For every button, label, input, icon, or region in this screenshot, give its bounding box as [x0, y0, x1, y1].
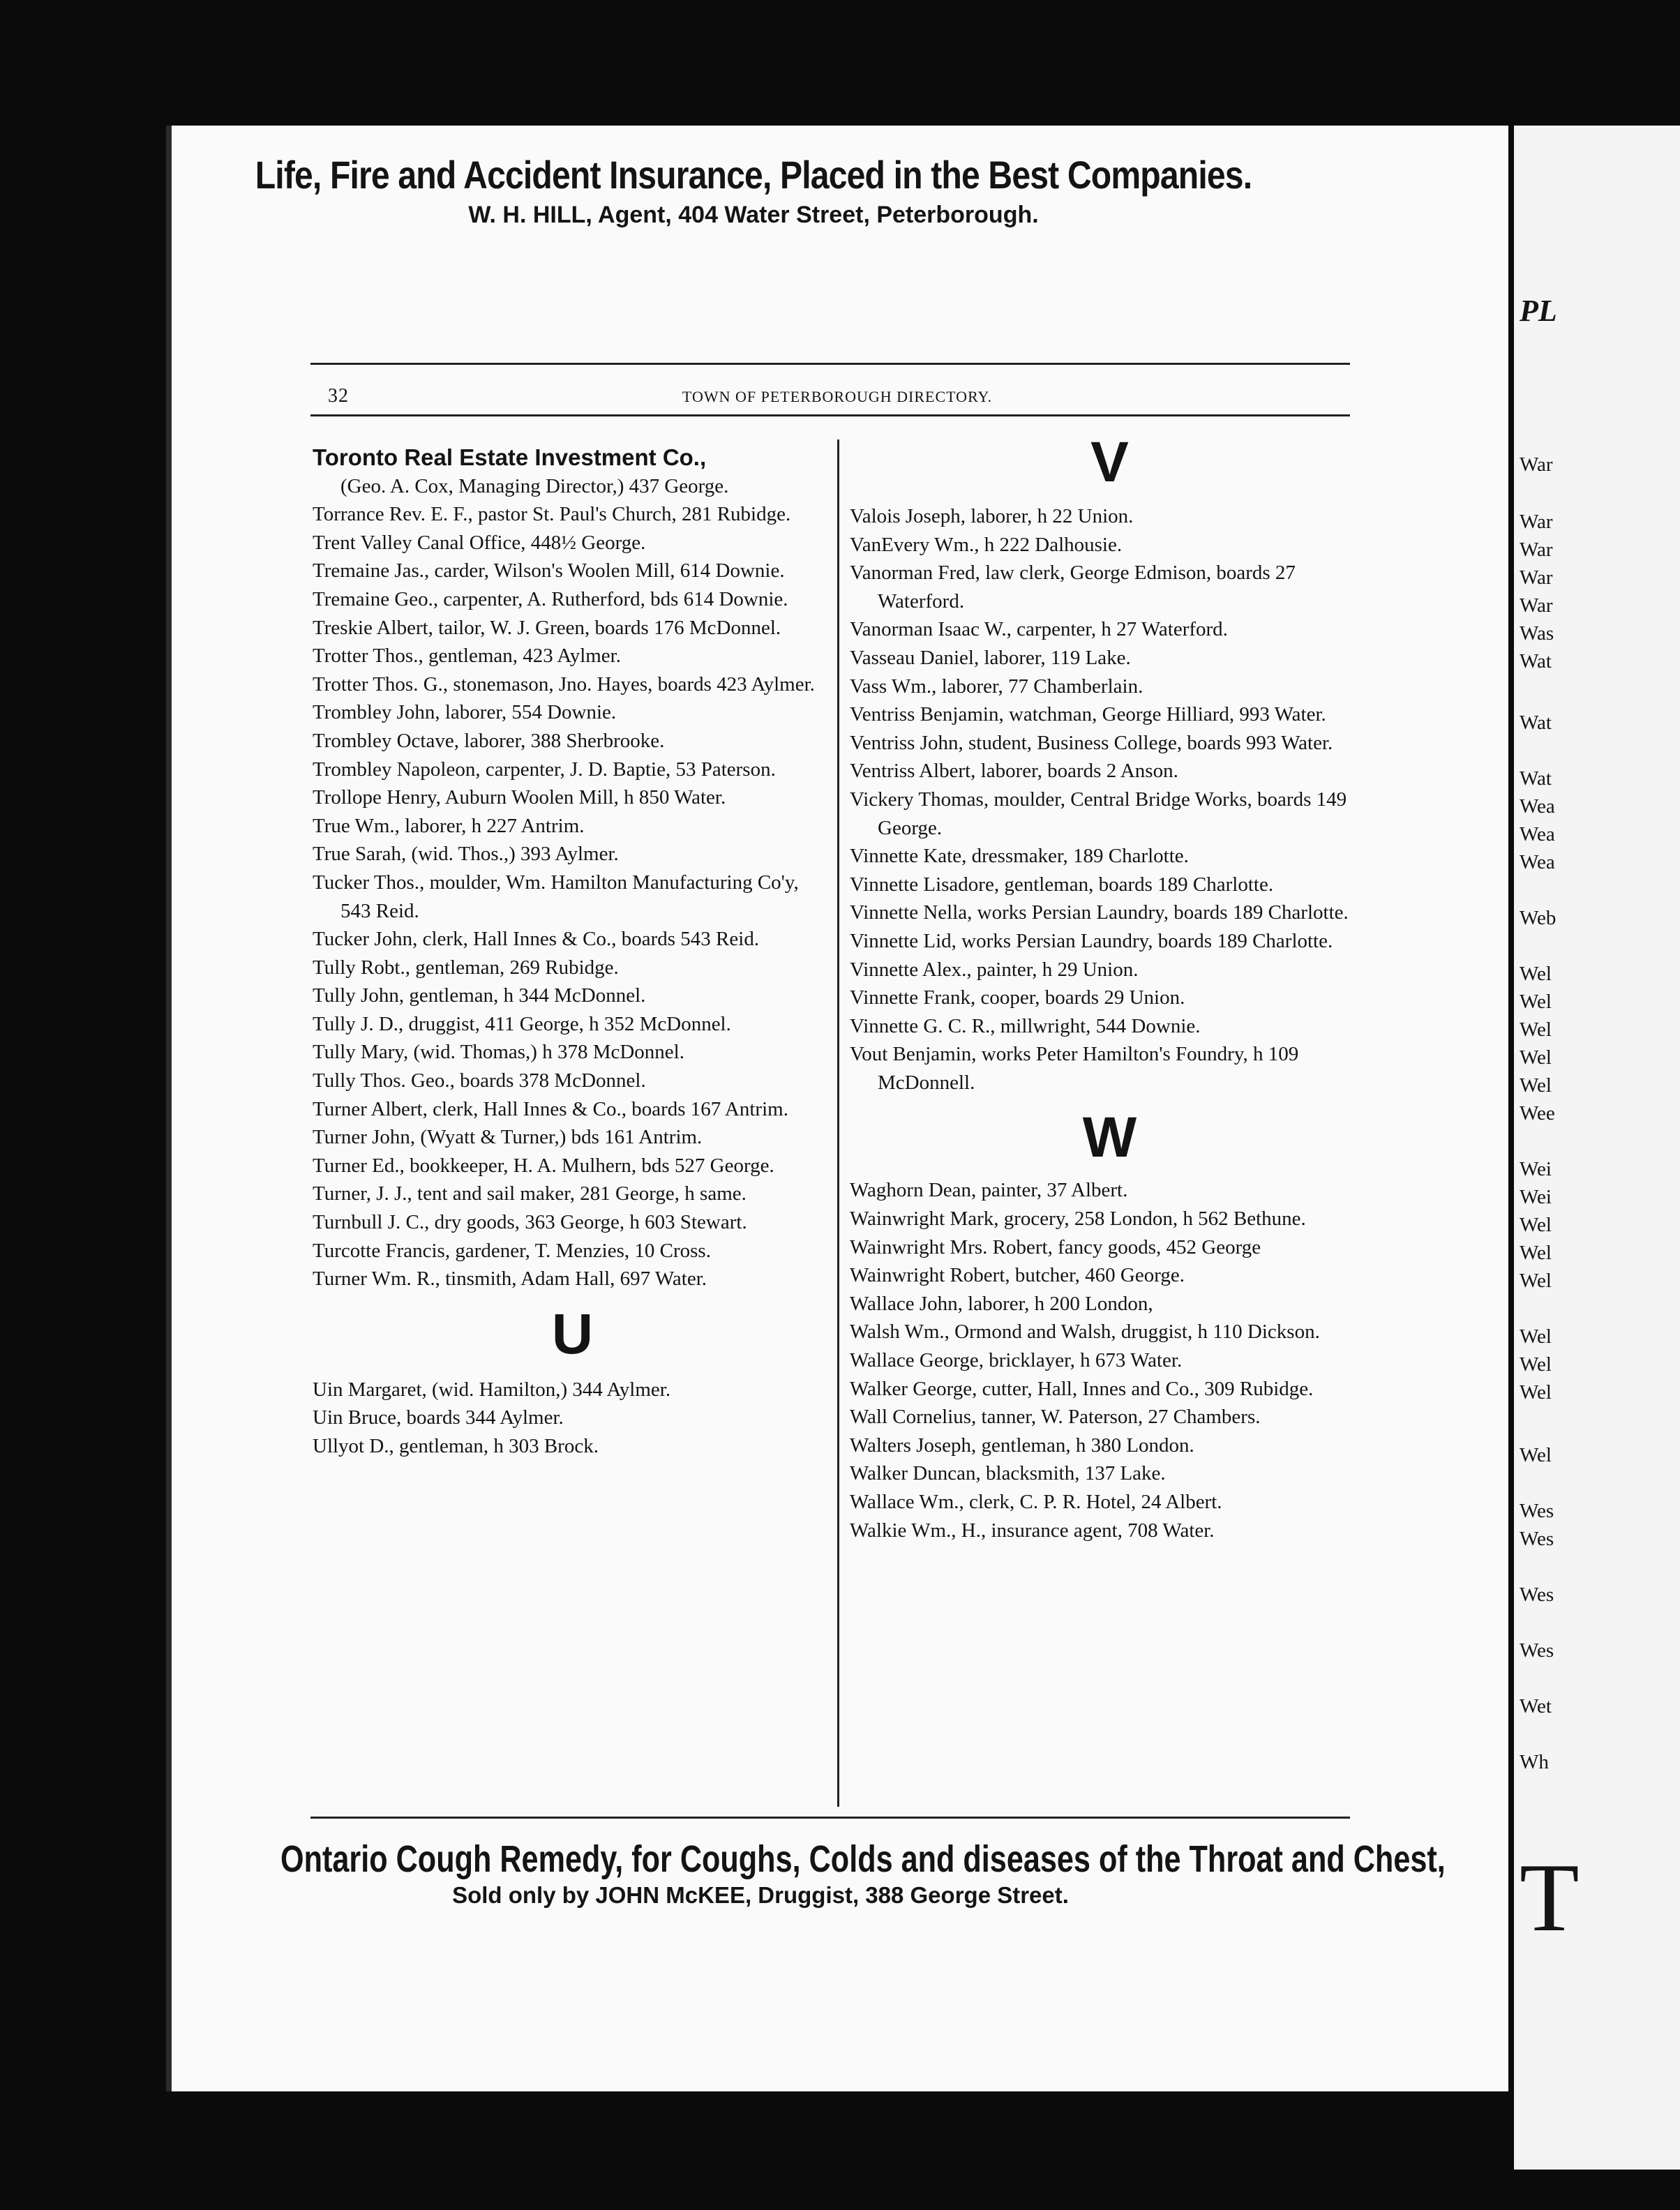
next-page-entry-fragment: Wes [1520, 1528, 1554, 1550]
directory-entry: Ullyot D., gentleman, h 303 Brock. [313, 1435, 599, 1457]
next-page-entry-fragment: Wel [1520, 1444, 1552, 1466]
directory-entry: Trombley John, laborer, 554 Downie. [313, 701, 617, 724]
directory-entry: Tully John, gentleman, h 344 McDonnel. [313, 984, 646, 1007]
t-entries [313, 444, 832, 1293]
directory-entry: Uin Margaret, (wid. Hamilton,) 344 Aylmer. [313, 1378, 671, 1401]
next-page-entry-fragment: War [1520, 566, 1553, 589]
next-page-entry-fragment: Wei [1520, 1186, 1552, 1208]
directory-entry: True Wm., laborer, h 227 Antrim. [313, 814, 585, 837]
w-entries [850, 1176, 1370, 1544]
next-page-entry-fragment: Wh [1520, 1751, 1549, 1773]
v-entries [850, 502, 1370, 1097]
next-page-entry-fragment: Wat [1520, 650, 1552, 672]
directory-entry: Vanorman Fred, law clerk, George Edmison, boards 27 Waterford. [850, 562, 1296, 612]
directory-entry: Vinnette Lid, works Persian Laundry, boards 189 Charlotte. [850, 929, 1333, 952]
right-column [850, 430, 1370, 1544]
next-page-entry-fragment: Was [1520, 622, 1554, 645]
directory-entry: Turcotte Francis, gardener, T. Menzies, 10 Cross. [313, 1239, 711, 1262]
directory-entry: Vinnette Kate, dressmaker, 189 Charlotte. [850, 845, 1189, 868]
directory-entry: Vinnette Alex., painter, h 29 Union. [850, 958, 1139, 981]
next-page-entry-fragment: Wes [1520, 1639, 1554, 1662]
page-number: 32 [328, 385, 349, 407]
next-page-entry-fragment: Wea [1520, 795, 1555, 818]
next-page-entry-fragment: Wel [1520, 1018, 1552, 1041]
directory-entry: Tremaine Geo., carpenter, A. Rutherford, bds 614 Downie. [313, 587, 788, 610]
directory-entry: Wallace John, laborer, h 200 London, [850, 1292, 1153, 1315]
directory-entry: Wainwright Mrs. Robert, fancy goods, 452 George [850, 1235, 1261, 1258]
top-ad-rule [310, 363, 1350, 365]
next-page-entry-fragment: Wee [1520, 1102, 1555, 1125]
directory-entry: Vickery Thomas, moulder, Central Bridge Works, boards 149 George. [850, 788, 1347, 839]
directory-entry: True Sarah, (wid. Thos.,) 393 Aylmer. [313, 843, 619, 866]
directory-entry: Wainwright Robert, butcher, 460 George. [850, 1264, 1185, 1287]
directory-entry: Turner John, (Wyatt & Turner,) bds 161 Antrim. [313, 1126, 703, 1149]
cough-remedy-advertisement [160, 1837, 1446, 1909]
insurance-advertisement [147, 152, 1360, 229]
directory-entry: Walters Joseph, gentleman, h 380 London. [850, 1434, 1194, 1457]
directory-entry: Treskie Albert, tailor, W. J. Green, boards 176 McDonnel. [313, 616, 781, 639]
directory-entry: Vasseau Daniel, laborer, 119 Lake. [850, 646, 1131, 669]
column-divider [837, 439, 839, 1807]
directory-entry: Tully Robt., gentleman, 269 Rubidge. [313, 956, 619, 979]
letter-u-heading: U [551, 1302, 594, 1366]
next-page-entry-fragment: Wel [1520, 1242, 1552, 1264]
directory-entry: Vout Benjamin, works Peter Hamilton's Foundry, h 109 McDonnell. [850, 1043, 1299, 1094]
directory-entry: Walker Duncan, blacksmith, 137 Lake. [850, 1462, 1166, 1485]
directory-entry: Trombley Octave, laborer, 388 Sherbrooke. [313, 729, 665, 752]
letter-v-heading: V [1090, 430, 1129, 494]
next-page-entry-fragment: Wel [1520, 1074, 1552, 1097]
directory-entry: Vinnette Frank, cooper, boards 29 Union. [850, 986, 1185, 1009]
left-column [313, 444, 832, 1461]
next-page-entry-fragment: Wel [1520, 991, 1552, 1013]
directory-entry: Tully Mary, (wid. Thomas,) h 378 McDonnel. [313, 1041, 684, 1064]
cough-ad-seller: Sold only by JOHN McKEE, Druggist, 388 George Street. [452, 1882, 1069, 1908]
directory-entry: Waghorn Dean, painter, 37 Albert. [850, 1179, 1128, 1202]
directory-entry: Wallace George, bricklayer, h 673 Water. [850, 1349, 1183, 1372]
directory-entry: Turner Ed., bookkeeper, H. A. Mulhern, bds 527 George. [313, 1154, 774, 1177]
insurance-ad-agent: W. H. HILL, Agent, 404 Water Street, Peterborough. [468, 202, 1039, 228]
directory-entry: Walker George, cutter, Hall, Innes and Co., 309 Rubidge. [850, 1377, 1314, 1400]
directory-entry: Tully Thos. Geo., boards 378 McDonnel. [313, 1069, 646, 1092]
next-page-entry-fragment: Wel [1520, 963, 1552, 985]
directory-entry: Torrance Rev. E. F., pastor St. Paul's Church, 281 Rubidge. [313, 503, 791, 526]
directory-entry: Uin Bruce, boards 344 Aylmer. [313, 1406, 564, 1429]
directory-entry: Trombley Napoleon, carpenter, J. D. Baptie, 53 Paterson. [313, 758, 776, 781]
directory-entry: Trotter Thos. G., stonemason, Jno. Hayes, boards 423 Aylmer. [313, 672, 815, 696]
directory-entry: Wainwright Mark, grocery, 258 London, h 562 Bethune. [850, 1208, 1306, 1231]
next-page-entry-fragment: Wet [1520, 1695, 1552, 1717]
directory-entry: Turner Wm. R., tinsmith, Adam Hall, 697 Water. [313, 1268, 707, 1291]
directory-entry: Vanorman Isaac W., carpenter, h 27 Waterford. [850, 618, 1228, 641]
u-entries [313, 1376, 832, 1461]
directory-entry: Tucker John, clerk, Hall Innes & Co., boards 543 Reid. [313, 928, 760, 951]
next-page-entry-fragment: Wel [1520, 1353, 1552, 1376]
directory-entry: Walkie Wm., H., insurance agent, 708 Water. [850, 1519, 1215, 1542]
directory-entry: Trotter Thos., gentleman, 423 Aylmer. [313, 645, 621, 668]
next-page-entry-fragment: Web [1520, 907, 1557, 929]
next-page-entry-fragment: Wel [1520, 1381, 1552, 1404]
directory-entry: Vass Wm., laborer, 77 Chamberlain. [850, 675, 1143, 698]
next-page-entry-fragment: Wel [1520, 1046, 1552, 1069]
directory-entry: Wallace Wm., clerk, C. P. R. Hotel, 24 Albert. [850, 1491, 1222, 1513]
next-page-entry-fragment: Wat [1520, 767, 1552, 790]
directory-entry: Tully J. D., druggist, 411 George, h 352 McDonnel. [313, 1012, 731, 1035]
directory-entry: Vinnette G. C. R., millwright, 544 Downie. [850, 1014, 1201, 1037]
directory-entry: Tremaine Jas., carder, Wilson's Woolen Mill, 614 Downie. [313, 559, 785, 582]
directory-entry: Tucker Thos., moulder, Wm. Hamilton Manufacturing Co'y, 543 Reid. [313, 871, 799, 922]
next-page-entry-fragment: Wel [1520, 1270, 1552, 1292]
directory-entry: Valois Joseph, laborer, h 22 Union. [850, 505, 1134, 527]
directory-entry: Turner, J. J., tent and sail maker, 281 George, h same. [313, 1182, 747, 1205]
next-page-heading: PL [1520, 294, 1557, 328]
directory-entry: Wall Cornelius, tanner, W. Paterson, 27 Chambers. [850, 1406, 1261, 1429]
directory-entry: Walsh Wm., Ormond and Walsh, druggist, h 110 Dickson. [850, 1321, 1320, 1344]
insurance-ad-headline: Life, Fire and Accident Insurance, Placed in the Best Companies. [255, 153, 1252, 197]
directory-entry: Turner Albert, clerk, Hall Innes & Co., boards 167 Antrim. [313, 1097, 788, 1120]
next-page-entry-fragment: War [1520, 594, 1553, 617]
next-page-letter: T [1520, 1844, 1580, 1952]
next-page-entry-fragment: Wes [1520, 1584, 1554, 1606]
next-page-entry-fragment: Wel [1520, 1325, 1552, 1348]
next-page-entry-fragment: War [1520, 453, 1553, 476]
directory-entry: Trollope Henry, Auburn Woolen Mill, h 850 Water. [313, 786, 726, 809]
directory-entry: Toronto Real Estate Investment Co., [313, 444, 707, 470]
directory-entry: Trent Valley Canal Office, 448½ George. [313, 531, 646, 554]
next-page-entry-fragment: Wea [1520, 823, 1555, 845]
next-page-entry-fragment: Wel [1520, 1214, 1552, 1236]
letter-w-heading: W [1082, 1106, 1137, 1170]
directory-entry: Ventriss Benjamin, watchman, George Hilliard, 993 Water. [850, 703, 1326, 726]
bottom-rule [310, 1817, 1350, 1819]
directory-entry: Ventriss John, student, Business College, boards 993 Water. [850, 731, 1333, 754]
next-page-entry-fragment: Wei [1520, 1158, 1552, 1180]
running-header [328, 385, 1347, 413]
header-rule [310, 414, 1350, 416]
next-page-entry-fragment: Wat [1520, 712, 1552, 734]
directory-title: TOWN OF PETERBOROUGH DIRECTORY. [682, 388, 993, 405]
directory-entry: (Geo. A. Cox, Managing Director,) 437 George. [340, 474, 729, 497]
next-page-entry-fragment: Wea [1520, 851, 1555, 873]
directory-entry: Turnbull J. C., dry goods, 363 George, h 603 Stewart. [313, 1211, 747, 1234]
next-page-entry-fragment: Wes [1520, 1500, 1554, 1522]
cough-ad-headline: Ontario Cough Remedy, for Coughs, Colds and diseases of the Throat and Chest, [280, 1838, 1446, 1880]
directory-entry: VanEvery Wm., h 222 Dalhousie. [850, 533, 1123, 556]
next-page-entry-fragment: War [1520, 539, 1553, 561]
directory-entry: Vinnette Lisadore, gentleman, boards 189 Charlotte. [850, 873, 1274, 896]
directory-entry: Ventriss Albert, laborer, boards 2 Anson. [850, 760, 1178, 783]
directory-entry: Vinnette Nella, works Persian Laundry, boards 189 Charlotte. [850, 901, 1349, 924]
next-page-entry-fragment: War [1520, 511, 1553, 533]
